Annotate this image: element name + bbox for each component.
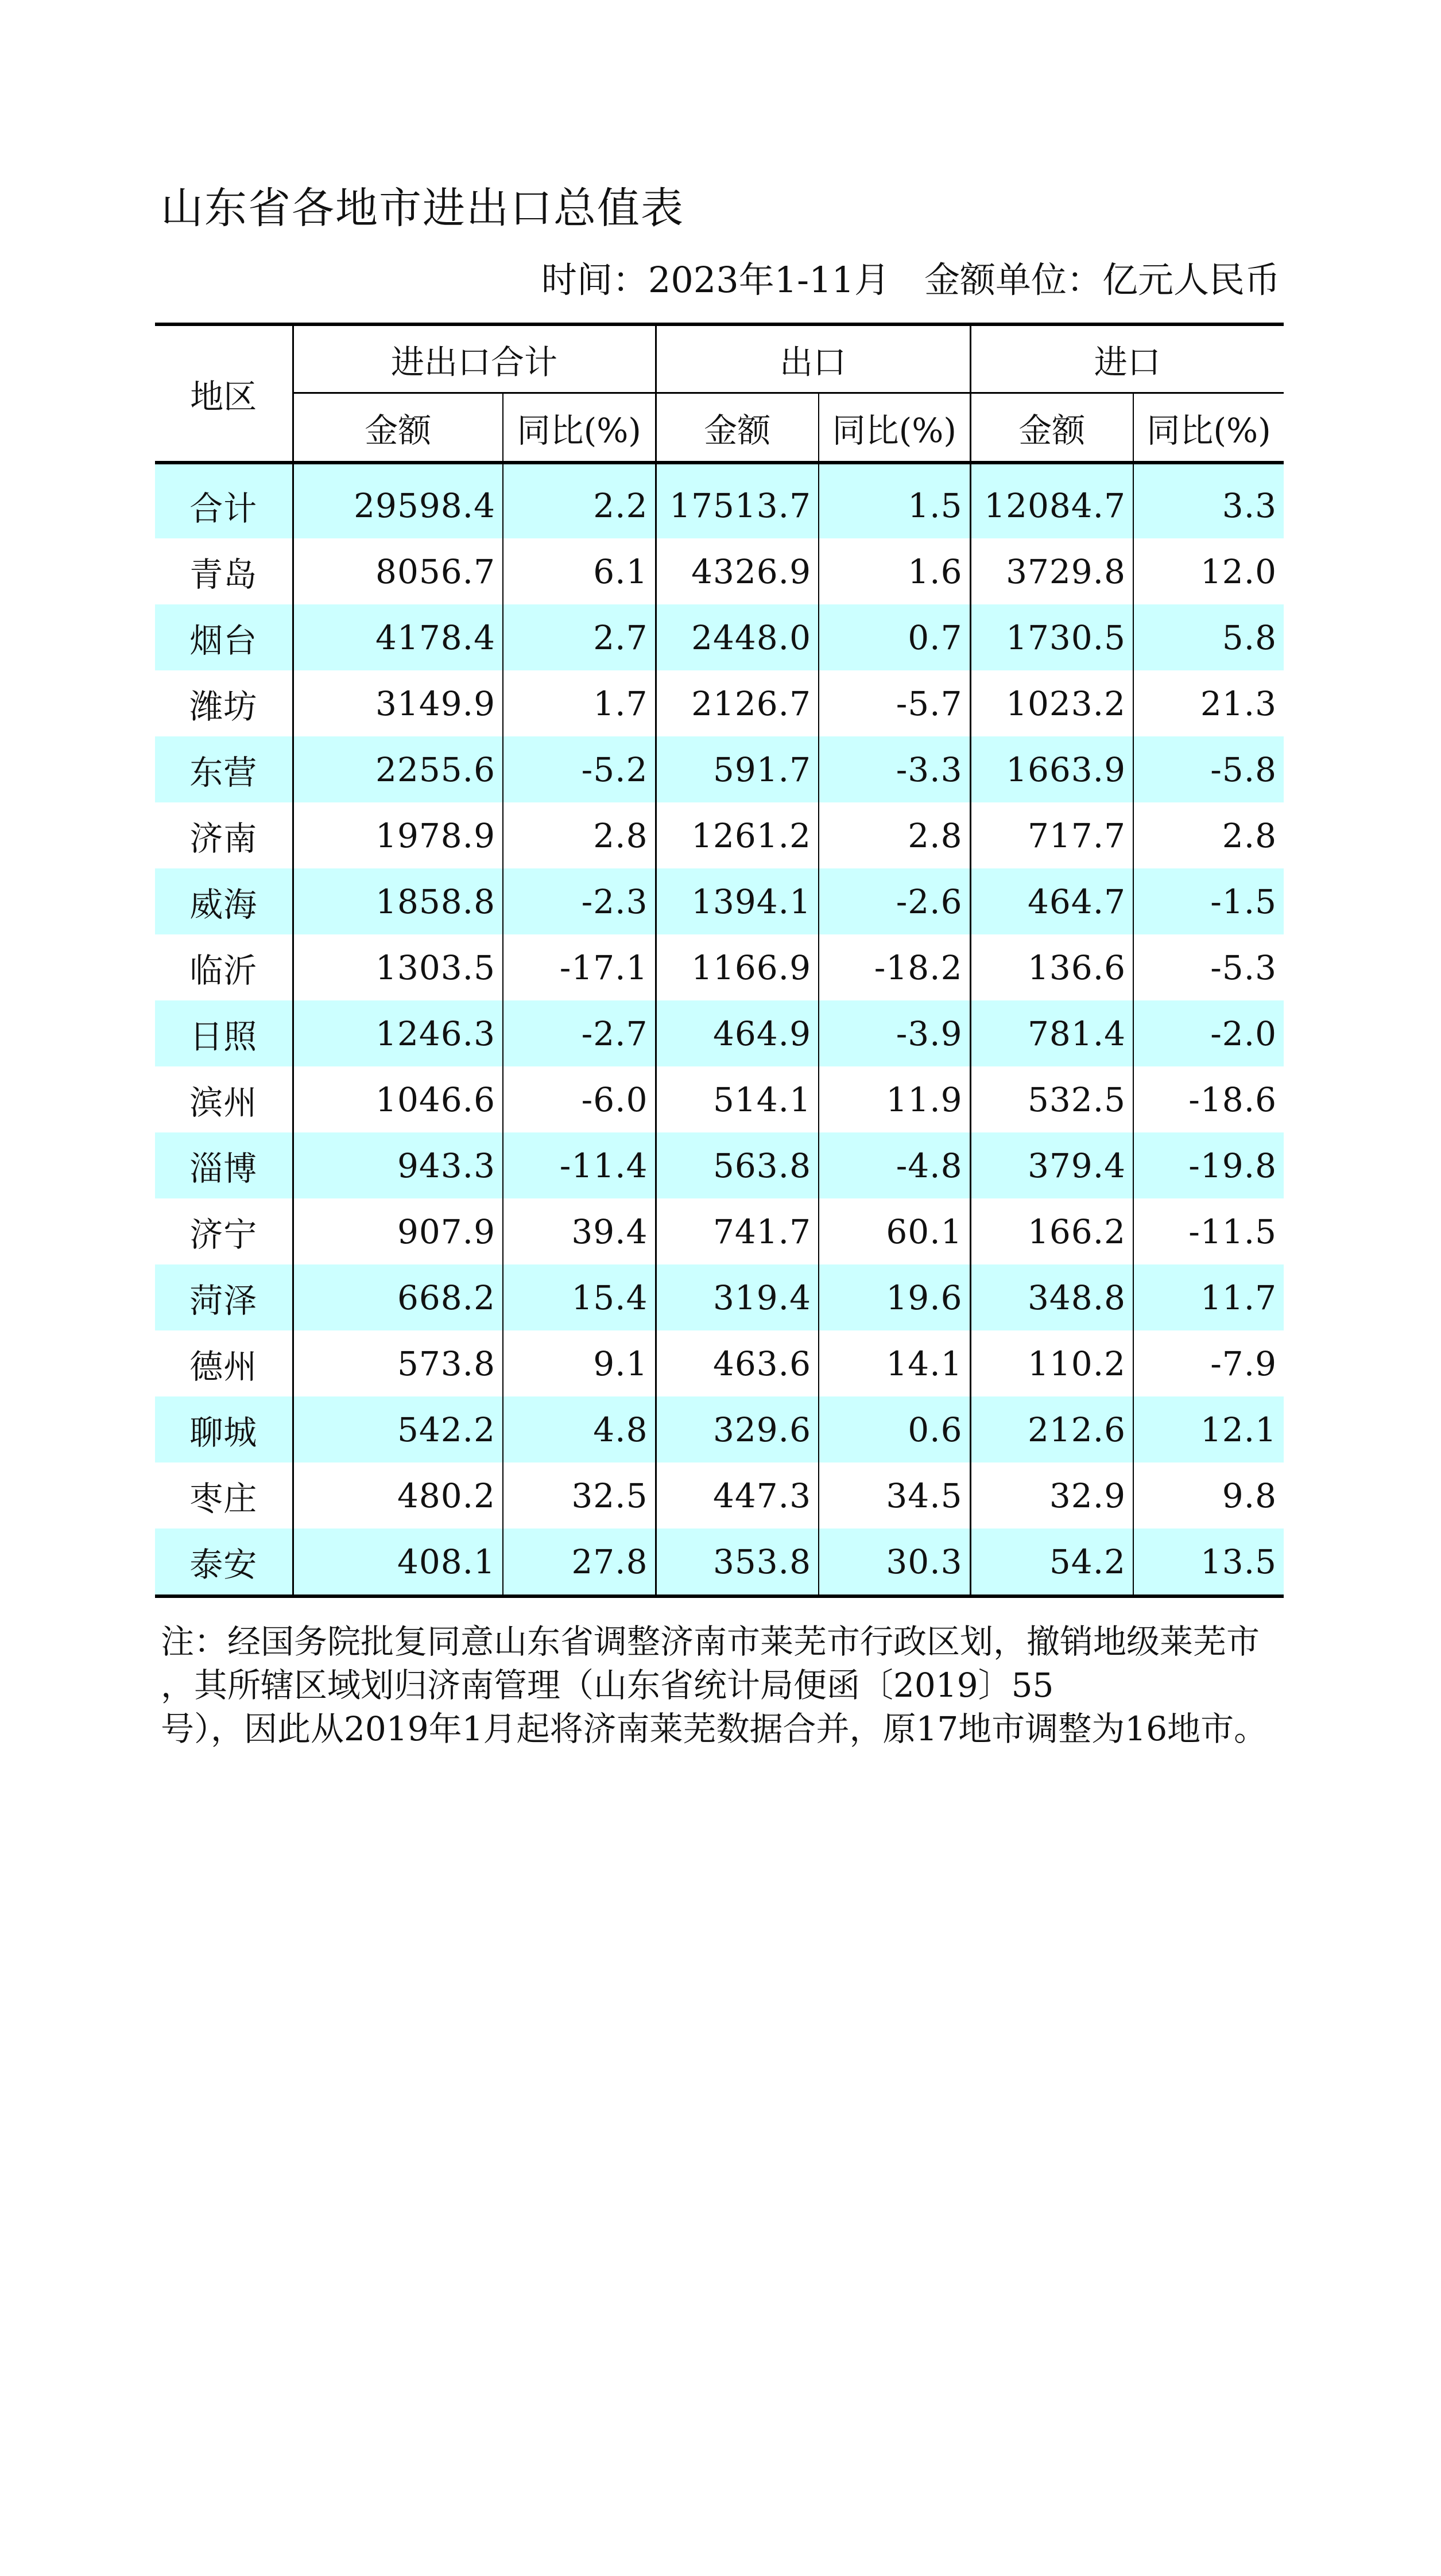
cell-total-yoy: -5.2 — [503, 736, 656, 802]
table-row — [155, 604, 1284, 670]
cell-import-amount: 110.2 — [970, 1330, 1133, 1396]
cell-total-yoy: 2.2 — [503, 463, 656, 538]
cell-export-yoy: 1.5 — [819, 463, 970, 538]
cell-export-yoy: -2.6 — [819, 868, 970, 934]
cell-total-amount: 907.9 — [293, 1198, 503, 1264]
cell-import-amount: 12084.7 — [970, 463, 1133, 538]
cell-region: 合计 — [155, 463, 293, 538]
cell-total-amount: 668.2 — [293, 1264, 503, 1330]
cell-region: 济宁 — [189, 1215, 258, 1254]
cell-region: 烟台 — [155, 604, 293, 670]
header-export-amount: 金额 — [656, 393, 819, 463]
cell-export-amount: 2126.7 — [656, 670, 819, 736]
cell-export-yoy: -3.3 — [819, 736, 970, 802]
cell-import-amount: 212.6 — [970, 1396, 1133, 1462]
header-total-yoy: 同比(%) — [503, 393, 656, 463]
table-row — [155, 1264, 1284, 1330]
cell-export-amount: 17513.7 — [656, 463, 819, 538]
cell-import-amount: 3729.8 — [970, 538, 1133, 604]
cell-import-yoy: 12.1 — [1133, 1396, 1284, 1462]
header-import-yoy: 同比(%) — [1133, 393, 1284, 463]
cell-import-yoy: 12.0 — [1133, 538, 1284, 604]
table-row — [155, 868, 1284, 934]
cell-import-amount: 136.6 — [970, 934, 1133, 1000]
cell-total-yoy: -6.0 — [503, 1066, 656, 1132]
cell-total-yoy: 6.1 — [503, 538, 656, 604]
cell-import-yoy: -5.3 — [1133, 934, 1284, 1000]
table-row — [155, 1000, 1284, 1066]
table-row — [155, 463, 1284, 538]
cell-export-yoy: 1.6 — [819, 538, 970, 604]
cell-export-yoy: 14.1 — [819, 1330, 970, 1396]
footnote-line-3: 号），因此从2019年1月起将济南莱芜数据合并，原17地市调整为16地市。 — [161, 1709, 1268, 1748]
cell-import-yoy: -19.8 — [1133, 1132, 1284, 1198]
cell-import-amount: 717.7 — [970, 802, 1133, 868]
cell-total-yoy: 32.5 — [503, 1462, 656, 1528]
table-row — [155, 1528, 1284, 1596]
cell-export-yoy: 34.5 — [819, 1462, 970, 1528]
cell-import-amount: 1023.2 — [970, 670, 1133, 736]
cell-export-amount: 1166.9 — [656, 934, 819, 1000]
table-body — [155, 463, 1284, 1596]
cell-import-amount: 464.7 — [970, 868, 1133, 934]
unit-label: 金额单位：亿元人民币 — [924, 259, 1280, 301]
cell-import-yoy: -1.5 — [1133, 868, 1284, 934]
cell-import-yoy: -2.0 — [1133, 1000, 1284, 1066]
cell-export-yoy: -3.9 — [819, 1000, 970, 1066]
footnote-line-1: 注：经国务院批复同意山东省调整济南市莱芜市行政区划，撤销地级莱芜市 — [161, 1622, 1260, 1661]
cell-total-yoy: -11.4 — [503, 1132, 656, 1198]
header-import-group: 进口 — [970, 324, 1284, 393]
cell-export-amount: 464.9 — [656, 1000, 819, 1066]
cell-total-yoy: 9.1 — [503, 1330, 656, 1396]
cell-region: 日照 — [155, 1000, 293, 1066]
footnote-line-2: ，其所辖区域划归济南管理（山东省统计局便函〔2019〕55 — [161, 1666, 1054, 1705]
cell-total-amount: 1858.8 — [293, 868, 503, 934]
cell-total-amount: 1978.9 — [293, 802, 503, 868]
cell-total-amount: 8056.7 — [293, 538, 503, 604]
cell-total-yoy: 39.4 — [503, 1198, 656, 1264]
trade-table — [155, 323, 1284, 1598]
header-import-amount: 金额 — [970, 393, 1133, 463]
table-row — [155, 934, 1284, 1000]
footnote — [161, 1620, 1286, 1751]
table-row — [155, 670, 1284, 736]
cell-import-amount: 379.4 — [970, 1132, 1133, 1198]
cell-import-yoy: 21.3 — [1133, 670, 1284, 736]
cell-region: 潍坊 — [189, 686, 258, 726]
cell-export-yoy: 60.1 — [819, 1198, 970, 1264]
table-row — [155, 1066, 1284, 1132]
cell-region: 东营 — [155, 736, 293, 802]
cell-export-yoy: 0.7 — [819, 604, 970, 670]
cell-import-amount: 1663.9 — [970, 736, 1133, 802]
cell-import-amount: 54.2 — [970, 1528, 1133, 1596]
cell-total-amount: 1246.3 — [293, 1000, 503, 1066]
cell-total-yoy: 4.8 — [503, 1396, 656, 1462]
cell-region: 聊城 — [155, 1396, 293, 1462]
cell-total-yoy: 2.8 — [503, 802, 656, 868]
cell-import-amount: 166.2 — [970, 1198, 1133, 1264]
page-title: 山东省各地市进出口总值表 — [161, 184, 684, 233]
cell-total-amount: 29598.4 — [293, 463, 503, 538]
cell-total-yoy: -2.7 — [503, 1000, 656, 1066]
cell-export-amount: 319.4 — [656, 1264, 819, 1330]
cell-import-yoy: -7.9 — [1133, 1330, 1284, 1396]
cell-import-amount: 532.5 — [970, 1066, 1133, 1132]
cell-export-amount: 463.6 — [656, 1330, 819, 1396]
cell-export-amount: 2448.0 — [656, 604, 819, 670]
cell-total-yoy: 1.7 — [503, 670, 656, 736]
cell-import-amount: 32.9 — [970, 1462, 1133, 1528]
cell-import-yoy: -18.6 — [1133, 1066, 1284, 1132]
cell-import-yoy: 3.3 — [1133, 463, 1284, 538]
cell-export-amount: 1261.2 — [656, 802, 819, 868]
cell-export-yoy: 11.9 — [819, 1066, 970, 1132]
cell-export-amount: 353.8 — [656, 1528, 819, 1596]
cell-region: 泰安 — [155, 1528, 293, 1596]
table-row — [155, 1462, 1284, 1528]
cell-export-amount: 1394.1 — [656, 868, 819, 934]
cell-total-amount: 408.1 — [293, 1528, 503, 1596]
cell-total-amount: 943.3 — [293, 1132, 503, 1198]
cell-total-yoy: 27.8 — [503, 1528, 656, 1596]
cell-import-amount: 348.8 — [970, 1264, 1133, 1330]
cell-total-yoy: -17.1 — [503, 934, 656, 1000]
cell-total-amount: 480.2 — [293, 1462, 503, 1528]
cell-total-amount: 4178.4 — [293, 604, 503, 670]
cell-region: 德州 — [189, 1347, 258, 1386]
table-meta — [540, 257, 1280, 303]
cell-import-amount: 781.4 — [970, 1000, 1133, 1066]
cell-total-amount: 3149.9 — [293, 670, 503, 736]
header-total-group: 进出口合计 — [293, 324, 656, 393]
header-export-group: 出口 — [656, 324, 970, 393]
header-region: 地区 — [155, 324, 293, 463]
cell-region: 临沂 — [189, 951, 258, 990]
table-row — [155, 1396, 1284, 1462]
table-row — [155, 1132, 1284, 1198]
cell-total-amount: 1046.6 — [293, 1066, 503, 1132]
cell-import-yoy: -11.5 — [1133, 1198, 1284, 1264]
cell-import-yoy: 9.8 — [1133, 1462, 1284, 1528]
cell-import-yoy: 11.7 — [1133, 1264, 1284, 1330]
cell-export-amount: 591.7 — [656, 736, 819, 802]
cell-import-amount: 1730.5 — [970, 604, 1133, 670]
table-row — [155, 538, 1284, 604]
time-label: 时间：2023年1-11月 — [541, 259, 890, 301]
table-row — [155, 1330, 1284, 1396]
table-row — [155, 1198, 1284, 1264]
cell-region: 菏泽 — [155, 1264, 293, 1330]
cell-export-yoy: -18.2 — [819, 934, 970, 1000]
cell-region: 威海 — [155, 868, 293, 934]
cell-export-amount: 563.8 — [656, 1132, 819, 1198]
header-export-yoy: 同比(%) — [819, 393, 970, 463]
cell-total-amount: 2255.6 — [293, 736, 503, 802]
header-total-amount: 金额 — [293, 393, 503, 463]
cell-export-yoy: -4.8 — [819, 1132, 970, 1198]
cell-total-yoy: 15.4 — [503, 1264, 656, 1330]
cell-region: 滨州 — [189, 1083, 258, 1122]
cell-export-amount: 4326.9 — [656, 538, 819, 604]
table-row — [155, 736, 1284, 802]
cell-total-amount: 1303.5 — [293, 934, 503, 1000]
cell-import-yoy: 13.5 — [1133, 1528, 1284, 1596]
cell-total-amount: 573.8 — [293, 1330, 503, 1396]
cell-region: 枣庄 — [189, 1479, 258, 1518]
table-row — [155, 802, 1284, 868]
cell-export-yoy: 2.8 — [819, 802, 970, 868]
cell-export-amount: 447.3 — [656, 1462, 819, 1528]
cell-total-yoy: -2.3 — [503, 868, 656, 934]
cell-import-yoy: 2.8 — [1133, 802, 1284, 868]
cell-region: 淄博 — [155, 1132, 293, 1198]
cell-region: 青岛 — [189, 554, 258, 594]
cell-export-yoy: 0.6 — [819, 1396, 970, 1462]
cell-export-amount: 329.6 — [656, 1396, 819, 1462]
cell-total-yoy: 2.7 — [503, 604, 656, 670]
cell-export-yoy: 19.6 — [819, 1264, 970, 1330]
cell-export-yoy: -5.7 — [819, 670, 970, 736]
cell-export-yoy: 30.3 — [819, 1528, 970, 1596]
cell-import-yoy: -5.8 — [1133, 736, 1284, 802]
cell-import-yoy: 5.8 — [1133, 604, 1284, 670]
cell-total-amount: 542.2 — [293, 1396, 503, 1462]
cell-export-amount: 514.1 — [656, 1066, 819, 1132]
cell-export-amount: 741.7 — [656, 1198, 819, 1264]
cell-region: 济南 — [189, 818, 258, 858]
